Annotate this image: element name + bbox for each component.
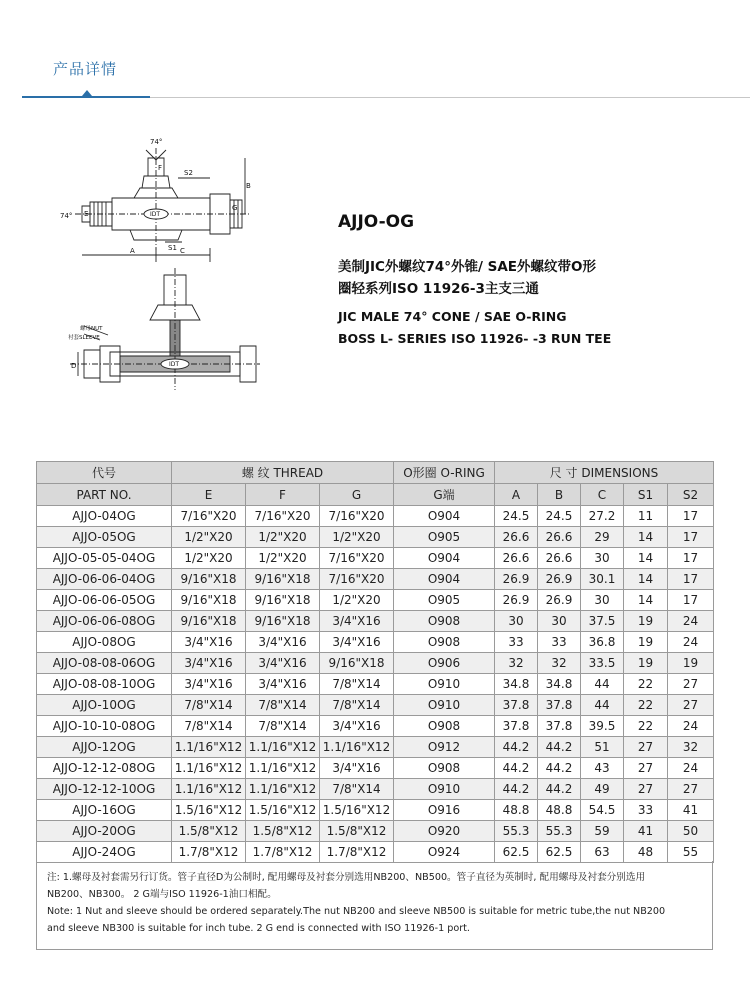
cell-dim-s1: 14 (624, 590, 668, 611)
cell-dim-b: 44.2 (538, 758, 581, 779)
cell-oring-g-end: O912 (394, 737, 495, 758)
cell-thread-f: 1.1/16"X12 (246, 758, 320, 779)
cell-dim-b: 26.9 (538, 569, 581, 590)
header-s1: S1 (624, 484, 668, 506)
cell-dim-a: 26.6 (495, 527, 538, 548)
table-row (37, 590, 714, 611)
cell-thread-e: 7/8"X14 (172, 695, 246, 716)
cell-oring-g-end: O908 (394, 716, 495, 737)
note-cn-line2: NB200、NB300。 2 G端与ISO 11926-1油口相配。 (47, 889, 277, 900)
cell-part-no: AJJO-08-08-06OG (37, 653, 172, 674)
cell-dim-c: 30 (581, 590, 624, 611)
cell-thread-g: 7/16"X20 (320, 569, 394, 590)
cell-oring-g-end: O910 (394, 779, 495, 800)
cell-dim-a: 26.9 (495, 569, 538, 590)
table-row (37, 758, 714, 779)
header-part-no: PART NO. (37, 484, 172, 506)
cell-part-no: AJJO-06-06-08OG (37, 611, 172, 632)
table-row (37, 800, 714, 821)
cell-dim-b: 48.8 (538, 800, 581, 821)
cell-part-no: AJJO-16OG (37, 800, 172, 821)
cell-thread-e: 1/2"X20 (172, 527, 246, 548)
nut-label: 螺母NUT (80, 326, 103, 332)
cell-thread-g: 3/4"X16 (320, 716, 394, 737)
cell-dim-b: 26.6 (538, 548, 581, 569)
sleeve-label: 衬套SLEEVE (68, 335, 100, 341)
cell-thread-g: 3/4"X16 (320, 611, 394, 632)
cell-dim-b: 44.2 (538, 737, 581, 758)
cell-dim-s2: 24 (668, 716, 714, 737)
cell-part-no: AJJO-04OG (37, 506, 172, 527)
cell-dim-s1: 27 (624, 737, 668, 758)
cell-dim-a: 44.2 (495, 737, 538, 758)
title-en-line1: JIC MALE 74° CONE / SAE O-RING (338, 309, 567, 324)
table-row (37, 632, 714, 653)
cell-dim-s1: 19 (624, 653, 668, 674)
table-row (37, 695, 714, 716)
cell-thread-g: 3/4"X16 (320, 632, 394, 653)
cell-thread-f: 1.5/16"X12 (246, 800, 320, 821)
cell-dim-c: 27.2 (581, 506, 624, 527)
dimension-c-label: C (180, 247, 185, 255)
cell-dim-a: 37.8 (495, 716, 538, 737)
cell-part-no: AJJO-05-05-04OG (37, 548, 172, 569)
cell-oring-g-end: O908 (394, 611, 495, 632)
cell-oring-g-end: O905 (394, 527, 495, 548)
cell-dim-s1: 19 (624, 632, 668, 653)
active-tab-underline (22, 96, 150, 98)
cell-dim-b: 26.9 (538, 590, 581, 611)
cell-thread-e: 1.1/16"X12 (172, 737, 246, 758)
cell-thread-g: 7/16"X20 (320, 548, 394, 569)
cell-thread-g: 1/2"X20 (320, 590, 394, 611)
cell-part-no: AJJO-20OG (37, 821, 172, 842)
cell-oring-g-end: O905 (394, 590, 495, 611)
cell-dim-s1: 48 (624, 842, 668, 863)
cell-oring-g-end: O916 (394, 800, 495, 821)
active-tab-caret-icon (82, 90, 92, 96)
page-header (0, 0, 750, 100)
cell-part-no: AJJO-12-12-08OG (37, 758, 172, 779)
cell-dim-s1: 14 (624, 527, 668, 548)
cell-dim-c: 29 (581, 527, 624, 548)
cell-thread-g: 7/8"X14 (320, 695, 394, 716)
cell-oring-g-end: O910 (394, 674, 495, 695)
top-view-drawing (75, 148, 250, 262)
cell-dim-s1: 22 (624, 695, 668, 716)
cell-dim-s2: 24 (668, 758, 714, 779)
cell-dim-a: 33 (495, 632, 538, 653)
cell-thread-g: 9/16"X18 (320, 653, 394, 674)
cell-dim-c: 33.5 (581, 653, 624, 674)
cell-thread-g: 7/8"X14 (320, 674, 394, 695)
cell-thread-f: 1.7/8"X12 (246, 842, 320, 863)
cell-thread-f: 7/8"X14 (246, 695, 320, 716)
header-code: 代号 (37, 462, 172, 484)
cell-thread-e: 9/16"X18 (172, 590, 246, 611)
cell-dim-s1: 11 (624, 506, 668, 527)
table-row (37, 611, 714, 632)
table-row (37, 548, 714, 569)
cell-dim-c: 49 (581, 779, 624, 800)
cell-dim-b: 37.8 (538, 695, 581, 716)
cell-dim-s2: 19 (668, 653, 714, 674)
cell-thread-g: 7/16"X20 (320, 506, 394, 527)
cell-dim-c: 37.5 (581, 611, 624, 632)
cell-thread-e: 9/16"X18 (172, 569, 246, 590)
cell-part-no: AJJO-06-06-04OG (37, 569, 172, 590)
dimension-f-label: F (158, 164, 163, 172)
header-c: C (581, 484, 624, 506)
table-row (37, 527, 714, 548)
cell-thread-f: 7/8"X14 (246, 716, 320, 737)
cell-dim-a: 30 (495, 611, 538, 632)
fitting-technical-drawing (60, 130, 260, 405)
cell-part-no: AJJO-08-08-10OG (37, 674, 172, 695)
cell-dim-s2: 17 (668, 506, 714, 527)
cell-dim-b: 37.8 (538, 716, 581, 737)
notes-box (36, 861, 713, 950)
cell-dim-s1: 41 (624, 821, 668, 842)
cell-dim-s2: 24 (668, 611, 714, 632)
cell-dim-s1: 14 (624, 548, 668, 569)
title-en-line2: BOSS L- SERIES ISO 11926- -3 RUN TEE (338, 331, 612, 346)
table-row (37, 674, 714, 695)
table-row (37, 821, 714, 842)
cell-dim-s2: 32 (668, 737, 714, 758)
cell-dim-s1: 27 (624, 758, 668, 779)
header-dimensions: 尺 寸 DIMENSIONS (495, 462, 714, 484)
cell-dim-a: 44.2 (495, 758, 538, 779)
cell-thread-e: 7/16"X20 (172, 506, 246, 527)
table-row (37, 842, 714, 863)
cell-thread-f: 1/2"X20 (246, 548, 320, 569)
cell-dim-b: 24.5 (538, 506, 581, 527)
cell-thread-f: 1.1/16"X12 (246, 779, 320, 800)
cell-thread-f: 1.5/8"X12 (246, 821, 320, 842)
dimension-g-label: G (232, 204, 238, 212)
cell-dim-b: 34.8 (538, 674, 581, 695)
cell-dim-s2: 17 (668, 569, 714, 590)
logo-text-top: IDT (150, 211, 161, 218)
cell-dim-a: 48.8 (495, 800, 538, 821)
cell-dim-b: 26.6 (538, 527, 581, 548)
dimension-s2-label: S2 (184, 169, 193, 177)
table-row (37, 569, 714, 590)
cell-dim-b: 30 (538, 611, 581, 632)
title-cn-line2: 圈轻系列ISO 11926-3主支三通 (338, 281, 539, 297)
cell-part-no: AJJO-05OG (37, 527, 172, 548)
cell-thread-g: 7/8"X14 (320, 779, 394, 800)
cell-dim-a: 37.8 (495, 695, 538, 716)
table-body (37, 506, 714, 863)
cell-thread-e: 3/4"X16 (172, 674, 246, 695)
cell-dim-c: 36.8 (581, 632, 624, 653)
header-e: E (172, 484, 246, 506)
cell-dim-s2: 17 (668, 527, 714, 548)
cell-dim-s1: 22 (624, 674, 668, 695)
cell-dim-s1: 33 (624, 800, 668, 821)
cell-thread-e: 3/4"X16 (172, 653, 246, 674)
table-row (37, 779, 714, 800)
cell-thread-e: 1.5/16"X12 (172, 800, 246, 821)
cell-thread-e: 7/8"X14 (172, 716, 246, 737)
cell-part-no: AJJO-24OG (37, 842, 172, 863)
cell-dim-b: 33 (538, 632, 581, 653)
cell-thread-e: 3/4"X16 (172, 632, 246, 653)
cell-thread-f: 1.1/16"X12 (246, 737, 320, 758)
model-code: AJJO-OG (338, 212, 415, 232)
cell-thread-g: 1.5/8"X12 (320, 821, 394, 842)
table-header-row-2 (37, 484, 714, 506)
cell-dim-s2: 50 (668, 821, 714, 842)
cell-thread-e: 9/16"X18 (172, 611, 246, 632)
cell-dim-a: 26.9 (495, 590, 538, 611)
header-g-end: G端 (394, 484, 495, 506)
header-oring: O形圈 O-RING (394, 462, 495, 484)
cell-dim-c: 54.5 (581, 800, 624, 821)
cell-oring-g-end: O904 (394, 548, 495, 569)
dimension-b-label: B (246, 182, 251, 190)
cell-oring-g-end: O908 (394, 758, 495, 779)
cell-thread-g: 3/4"X16 (320, 758, 394, 779)
cell-dim-s1: 27 (624, 779, 668, 800)
cell-dim-s2: 27 (668, 779, 714, 800)
cell-dim-s1: 14 (624, 569, 668, 590)
cell-thread-f: 9/16"X18 (246, 611, 320, 632)
product-title-block (338, 212, 738, 350)
table-row (37, 716, 714, 737)
cell-thread-g: 1.5/16"X12 (320, 800, 394, 821)
cell-dim-c: 39.5 (581, 716, 624, 737)
cell-dim-c: 44 (581, 695, 624, 716)
table-row (37, 506, 714, 527)
cell-thread-g: 1.1/16"X12 (320, 737, 394, 758)
cell-oring-g-end: O904 (394, 569, 495, 590)
cell-thread-e: 1/2"X20 (172, 548, 246, 569)
header-thread: 螺 纹 THREAD (172, 462, 394, 484)
dimension-s1-label: S1 (168, 244, 177, 252)
cell-thread-f: 1/2"X20 (246, 527, 320, 548)
cell-thread-e: 1.1/16"X12 (172, 758, 246, 779)
header-g: G (320, 484, 394, 506)
note-en-line2: and sleeve NB300 is suitable for inch tube. 2 G end is connected with ISO 11926-1 port. (47, 923, 470, 934)
cell-thread-g: 1/2"X20 (320, 527, 394, 548)
product-details-tab[interactable]: 产品详情 (53, 60, 118, 78)
cell-part-no: AJJO-10-10-08OG (37, 716, 172, 737)
cell-dim-s2: 55 (668, 842, 714, 863)
cell-dim-c: 30 (581, 548, 624, 569)
cell-dim-a: 62.5 (495, 842, 538, 863)
cell-dim-a: 55.3 (495, 821, 538, 842)
header-f: F (246, 484, 320, 506)
cell-oring-g-end: O904 (394, 506, 495, 527)
header-a: A (495, 484, 538, 506)
cell-thread-e: 1.5/8"X12 (172, 821, 246, 842)
cell-dim-a: 34.8 (495, 674, 538, 695)
dimension-a-label: A (130, 247, 135, 255)
table-header-row-1 (37, 462, 714, 484)
cell-dim-s2: 27 (668, 674, 714, 695)
cell-dim-a: 24.5 (495, 506, 538, 527)
cell-dim-s2: 24 (668, 632, 714, 653)
cell-dim-s2: 27 (668, 695, 714, 716)
header-b: B (538, 484, 581, 506)
cell-thread-f: 3/4"X16 (246, 674, 320, 695)
title-cn-line1: 美制JIC外螺纹74°外锥/ SAE外螺纹带O形 (338, 259, 596, 275)
cell-dim-c: 63 (581, 842, 624, 863)
cell-dim-s1: 22 (624, 716, 668, 737)
cell-part-no: AJJO-06-06-05OG (37, 590, 172, 611)
cell-dim-c: 59 (581, 821, 624, 842)
cell-dim-a: 26.6 (495, 548, 538, 569)
cell-thread-f: 7/16"X20 (246, 506, 320, 527)
cell-part-no: AJJO-12-12-10OG (37, 779, 172, 800)
cell-thread-f: 3/4"X16 (246, 653, 320, 674)
cell-oring-g-end: O910 (394, 695, 495, 716)
cell-dim-c: 43 (581, 758, 624, 779)
cell-dim-s2: 17 (668, 590, 714, 611)
cell-part-no: AJJO-08OG (37, 632, 172, 653)
cell-dim-b: 62.5 (538, 842, 581, 863)
cell-dim-b: 44.2 (538, 779, 581, 800)
cell-thread-e: 1.7/8"X12 (172, 842, 246, 863)
cell-thread-f: 3/4"X16 (246, 632, 320, 653)
cell-thread-e: 1.1/16"X12 (172, 779, 246, 800)
cell-thread-f: 9/16"X18 (246, 590, 320, 611)
cell-dim-a: 32 (495, 653, 538, 674)
cell-dim-s2: 17 (668, 548, 714, 569)
specification-table (36, 461, 714, 863)
angle-left-label: 74° (60, 212, 73, 220)
cell-part-no: AJJO-10OG (37, 695, 172, 716)
dimension-d-label: D (71, 362, 77, 370)
cell-thread-g: 1.7/8"X12 (320, 842, 394, 863)
table-row (37, 737, 714, 758)
cell-dim-b: 32 (538, 653, 581, 674)
cell-dim-c: 51 (581, 737, 624, 758)
cell-oring-g-end: O924 (394, 842, 495, 863)
cell-dim-c: 44 (581, 674, 624, 695)
cell-oring-g-end: O920 (394, 821, 495, 842)
note-cn-line1: 注: 1.螺母及衬套需另行订货。管子直径D为公制时, 配用螺母及衬套分别选用NB200、NB500。管子直径为英制时, 配用螺母及衬套分别选用 (47, 872, 646, 883)
cell-oring-g-end: O908 (394, 632, 495, 653)
header-s2: S2 (668, 484, 714, 506)
note-en-line1: Note: 1 Nut and sleeve should be ordered separately.The nut NB200 and sleeve NB500 is suitable for metric tube,the nut NB200 (47, 906, 666, 917)
angle-top-label: 74° (150, 138, 163, 146)
cell-thread-f: 9/16"X18 (246, 569, 320, 590)
cell-dim-b: 55.3 (538, 821, 581, 842)
cell-dim-s1: 19 (624, 611, 668, 632)
cell-dim-a: 44.2 (495, 779, 538, 800)
cell-oring-g-end: O906 (394, 653, 495, 674)
cell-dim-c: 30.1 (581, 569, 624, 590)
table-row (37, 653, 714, 674)
dimension-e-label: E (84, 210, 89, 218)
logo-text-section: IDT (169, 361, 180, 368)
cell-part-no: AJJO-12OG (37, 737, 172, 758)
cell-dim-s2: 41 (668, 800, 714, 821)
